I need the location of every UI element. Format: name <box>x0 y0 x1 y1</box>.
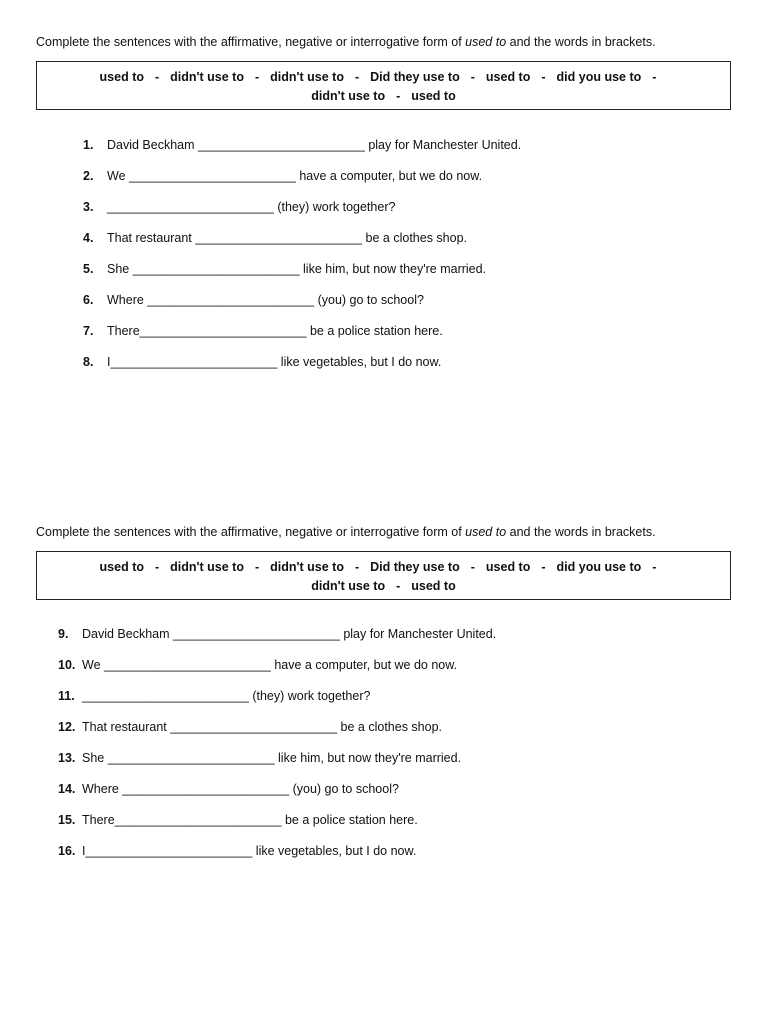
word-bank-separator: - <box>354 70 360 84</box>
word-bank-item: Did they use to <box>370 70 460 84</box>
question-number: 16. <box>58 844 76 858</box>
word-bank-item: didn't use to <box>311 579 386 593</box>
word-bank-item: used to <box>485 560 531 574</box>
exercise-section-1 <box>36 34 731 385</box>
question-text: She ________________________ like him, but now they're married. <box>82 751 462 765</box>
question-text: ________________________ (they) work together? <box>107 200 396 214</box>
word-bank-item: didn't use to <box>170 70 244 84</box>
question-item <box>36 688 731 719</box>
word-bank-item: didn't use to <box>270 70 344 84</box>
question-number: 15. <box>58 813 76 827</box>
question-item <box>36 168 731 199</box>
word-bank-separator: - <box>470 70 475 84</box>
word-bank-separator: - <box>396 579 401 593</box>
question-item <box>36 750 731 781</box>
question-number: 11. <box>58 689 75 703</box>
question-item <box>36 719 731 750</box>
question-item <box>36 323 731 354</box>
word-bank-separator: - <box>541 560 546 574</box>
question-number: 14. <box>58 782 76 796</box>
word-bank-box <box>36 61 731 110</box>
question-number: 1. <box>83 138 94 152</box>
word-bank-item: used to <box>411 579 456 593</box>
question-text: Where ________________________ (you) go to school? <box>107 293 424 307</box>
question-text: David Beckham ________________________ play for Manchester United. <box>82 627 497 641</box>
question-item <box>36 843 731 874</box>
question-number: 10. <box>58 658 76 672</box>
word-bank-item: Did they use to <box>370 560 460 574</box>
question-list <box>36 626 731 874</box>
word-bank-separator: - <box>652 70 657 84</box>
question-item <box>36 626 731 657</box>
question-text: There________________________ be a police station here. <box>82 813 418 827</box>
question-item <box>36 261 731 292</box>
instruction-emphasis: used to <box>465 525 507 539</box>
question-text: We ________________________ have a computer, but we do now. <box>107 169 483 183</box>
question-text: ________________________ (they) work together? <box>82 689 371 703</box>
question-item <box>36 292 731 323</box>
word-bank-separator: - <box>254 560 260 574</box>
instruction-text: Complete the sentences with the affirmative, negative or interrogative form of used to and the words in brackets. <box>36 35 656 49</box>
word-bank-separator: - <box>254 70 260 84</box>
question-text: I________________________ like vegetables, but I do now. <box>107 355 442 369</box>
word-bank-item: did you use to <box>556 560 642 574</box>
word-bank-separator: - <box>354 560 360 574</box>
question-text: That restaurant ________________________ be a clothes shop. <box>107 231 468 245</box>
word-bank-item: used to <box>99 560 144 574</box>
question-text: David Beckham ________________________ play for Manchester United. <box>107 138 522 152</box>
question-text: There________________________ be a police station here. <box>107 324 443 338</box>
question-item <box>36 812 731 843</box>
question-item <box>36 657 731 688</box>
word-bank-separator: - <box>155 560 160 574</box>
word-bank-item: didn't use to <box>311 89 386 103</box>
word-bank-item: did you use to <box>556 70 642 84</box>
instruction-emphasis: used to <box>465 35 507 49</box>
word-bank-separator: - <box>470 560 475 574</box>
question-text: That restaurant ________________________ be a clothes shop. <box>82 720 443 734</box>
question-item <box>36 137 731 168</box>
question-text: She ________________________ like him, but now they're married. <box>107 262 487 276</box>
word-bank-separator: - <box>396 89 401 103</box>
question-text: Where ________________________ (you) go to school? <box>82 782 399 796</box>
word-bank-item: used to <box>485 70 531 84</box>
question-text: We ________________________ have a computer, but we do now. <box>82 658 458 672</box>
question-number: 5. <box>83 262 94 276</box>
exercise-section-2 <box>36 524 731 874</box>
question-item <box>36 199 731 230</box>
word-bank-box <box>36 551 731 600</box>
word-bank-item: didn't use to <box>270 560 344 574</box>
word-bank-item: used to <box>99 70 144 84</box>
word-bank-separator: - <box>155 70 160 84</box>
question-number: 4. <box>83 231 94 245</box>
question-number: 12. <box>58 720 76 734</box>
question-number: 6. <box>83 293 94 307</box>
question-item <box>36 230 731 261</box>
word-bank-item: used to <box>411 89 456 103</box>
word-bank-separator: - <box>652 560 657 574</box>
question-number: 13. <box>58 751 76 765</box>
word-bank-item: didn't use to <box>170 560 244 574</box>
question-number: 9. <box>58 627 69 641</box>
question-number: 8. <box>83 355 94 369</box>
question-text: I________________________ like vegetables, but I do now. <box>82 844 417 858</box>
question-item <box>36 354 731 385</box>
question-number: 3. <box>83 200 94 214</box>
question-number: 2. <box>83 169 94 183</box>
word-bank-separator: - <box>541 70 546 84</box>
question-number: 7. <box>83 324 94 338</box>
question-item <box>36 781 731 812</box>
question-list <box>36 137 731 385</box>
instruction-text: Complete the sentences with the affirmative, negative or interrogative form of used to and the words in brackets. <box>36 525 656 539</box>
